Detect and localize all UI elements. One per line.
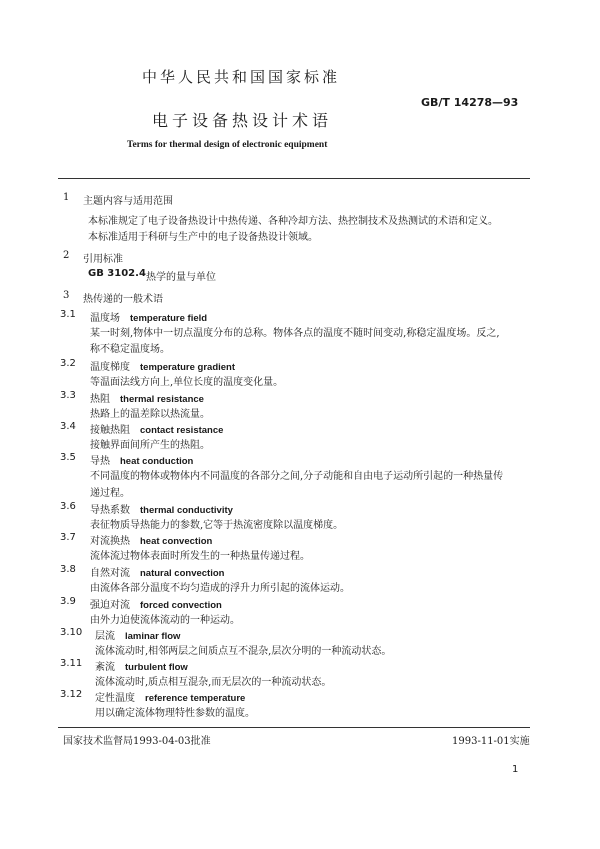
standard-organization: 中华人民共和国国家标准 [142, 68, 341, 86]
term-title [90, 421, 223, 436]
term-definition-line: 递过程。 [90, 488, 130, 499]
term-number: 3.2 [60, 358, 76, 369]
document-title-english: Terms for thermal design of electronic equipment [127, 140, 328, 150]
term-title [90, 501, 233, 516]
term-chinese: 定性温度 [95, 693, 135, 704]
header-divider [58, 178, 530, 179]
section-2-heading: 引用标准 [83, 254, 123, 265]
section-1-paragraph-1: 本标准规定了电子设备热设计中热传递、各种冷却方法、热控制技术及热测试的术语和定义。 [88, 216, 498, 227]
term-definition-line: 流体流动时,质点相互混杂,而无层次的一种流动状态。 [95, 677, 332, 688]
effective-date: 1993-11-01实施 [452, 736, 530, 747]
term-definition-line: 表征物质导热能力的参数,它等于热流密度除以温度梯度。 [90, 520, 344, 531]
term-english: thermal conductivity [140, 505, 233, 516]
term-number: 3.3 [60, 390, 76, 401]
term-number: 3.8 [60, 564, 76, 575]
section-1-heading: 主题内容与适用范围 [83, 196, 173, 207]
term-chinese: 强迫对流 [90, 600, 130, 611]
term-definition-line: 不同温度的物体或物体内不同温度的各部分之间,分子动能和自由电子运动所引起的一种热量传 [90, 471, 504, 482]
page-number: 1 [512, 764, 519, 775]
term-title [95, 658, 188, 673]
section-1-paragraph-2: 本标准适用于科研与生产中的电子设备热设计领域。 [88, 232, 318, 243]
term-chinese: 接触热阻 [90, 425, 130, 436]
term-chinese: 导热系数 [90, 505, 130, 516]
term-definition-line: 流体流过物体表面时所发生的一种热量传递过程。 [90, 551, 310, 562]
term-english: laminar flow [125, 631, 181, 642]
term-title [90, 358, 235, 373]
document-title: 电子设备热设计术语 [152, 111, 333, 130]
term-chinese: 自然对流 [90, 568, 130, 579]
term-english: temperature gradient [140, 362, 236, 373]
section-1-number: 1 [63, 192, 70, 203]
term-number: 3.4 [60, 421, 76, 432]
term-english: turbulent flow [125, 662, 188, 673]
term-number: 3.12 [60, 689, 83, 700]
term-definition-line: 热路上的温差除以热流量。 [90, 409, 210, 420]
term-title [90, 532, 212, 547]
term-definition-line: 接触界面间所产生的热阻。 [90, 440, 210, 451]
term-definition-line: 流体流动时,相邻两层之间质点互不混杂,层次分明的一种流动状态。 [95, 646, 392, 657]
term-number: 3.7 [60, 532, 76, 543]
term-number: 3.9 [60, 596, 76, 607]
term-chinese: 热阻 [90, 394, 110, 405]
term-definition-line: 某一时刻,物体中一切点温度分布的总称。物体各点的温度不随时间变动,称稳定温度场。反之, [90, 328, 500, 339]
term-english: contact resistance [140, 425, 224, 436]
term-number: 3.11 [60, 658, 83, 669]
term-chinese: 导热 [90, 456, 110, 467]
term-number: 3.1 [60, 309, 76, 320]
term-title [90, 564, 224, 579]
section-3-number: 3 [63, 290, 70, 301]
term-title [95, 689, 245, 704]
reference-standard-title: 热学的量与单位 [146, 272, 216, 283]
term-number: 3.10 [60, 627, 83, 638]
term-english: temperature field [130, 313, 208, 324]
term-definition-line: 用以确定流体物理特性参数的温度。 [95, 708, 255, 719]
term-english: reference temperature [145, 693, 246, 704]
term-title [90, 452, 193, 467]
section-2-number: 2 [63, 250, 70, 261]
term-english: thermal resistance [120, 394, 204, 405]
section-3-heading: 热传递的一般术语 [83, 294, 163, 305]
approval-statement: 国家技术监督局1993-04-03批准 [63, 736, 211, 747]
footer-divider [58, 727, 530, 728]
term-chinese: 层流 [95, 631, 115, 642]
term-definition-line: 称不稳定温度场。 [90, 344, 170, 355]
term-title [90, 309, 207, 324]
reference-standard-code: GB 3102.4 [88, 268, 146, 279]
term-title [90, 390, 204, 405]
term-definition-line: 等温面法线方向上,单位长度的温度变化量。 [90, 377, 284, 388]
term-definition-line: 由外力迫使流体流动的一种运动。 [90, 615, 240, 626]
term-title [95, 627, 180, 642]
term-number: 3.6 [60, 501, 76, 512]
term-english: heat conduction [120, 456, 194, 467]
term-definition-line: 由流体各部分温度不均匀造成的浮升力所引起的流体运动。 [90, 583, 350, 594]
term-chinese: 紊流 [95, 662, 115, 673]
term-number: 3.5 [60, 452, 76, 463]
term-chinese: 温度场 [90, 313, 120, 324]
term-chinese: 温度梯度 [90, 362, 130, 373]
term-english: natural convection [140, 568, 225, 579]
term-english: forced convection [140, 600, 222, 611]
term-english: heat convection [140, 536, 213, 547]
standard-code: GB/T 14278—93 [421, 96, 519, 109]
term-title [90, 596, 222, 611]
term-chinese: 对流换热 [90, 536, 130, 547]
